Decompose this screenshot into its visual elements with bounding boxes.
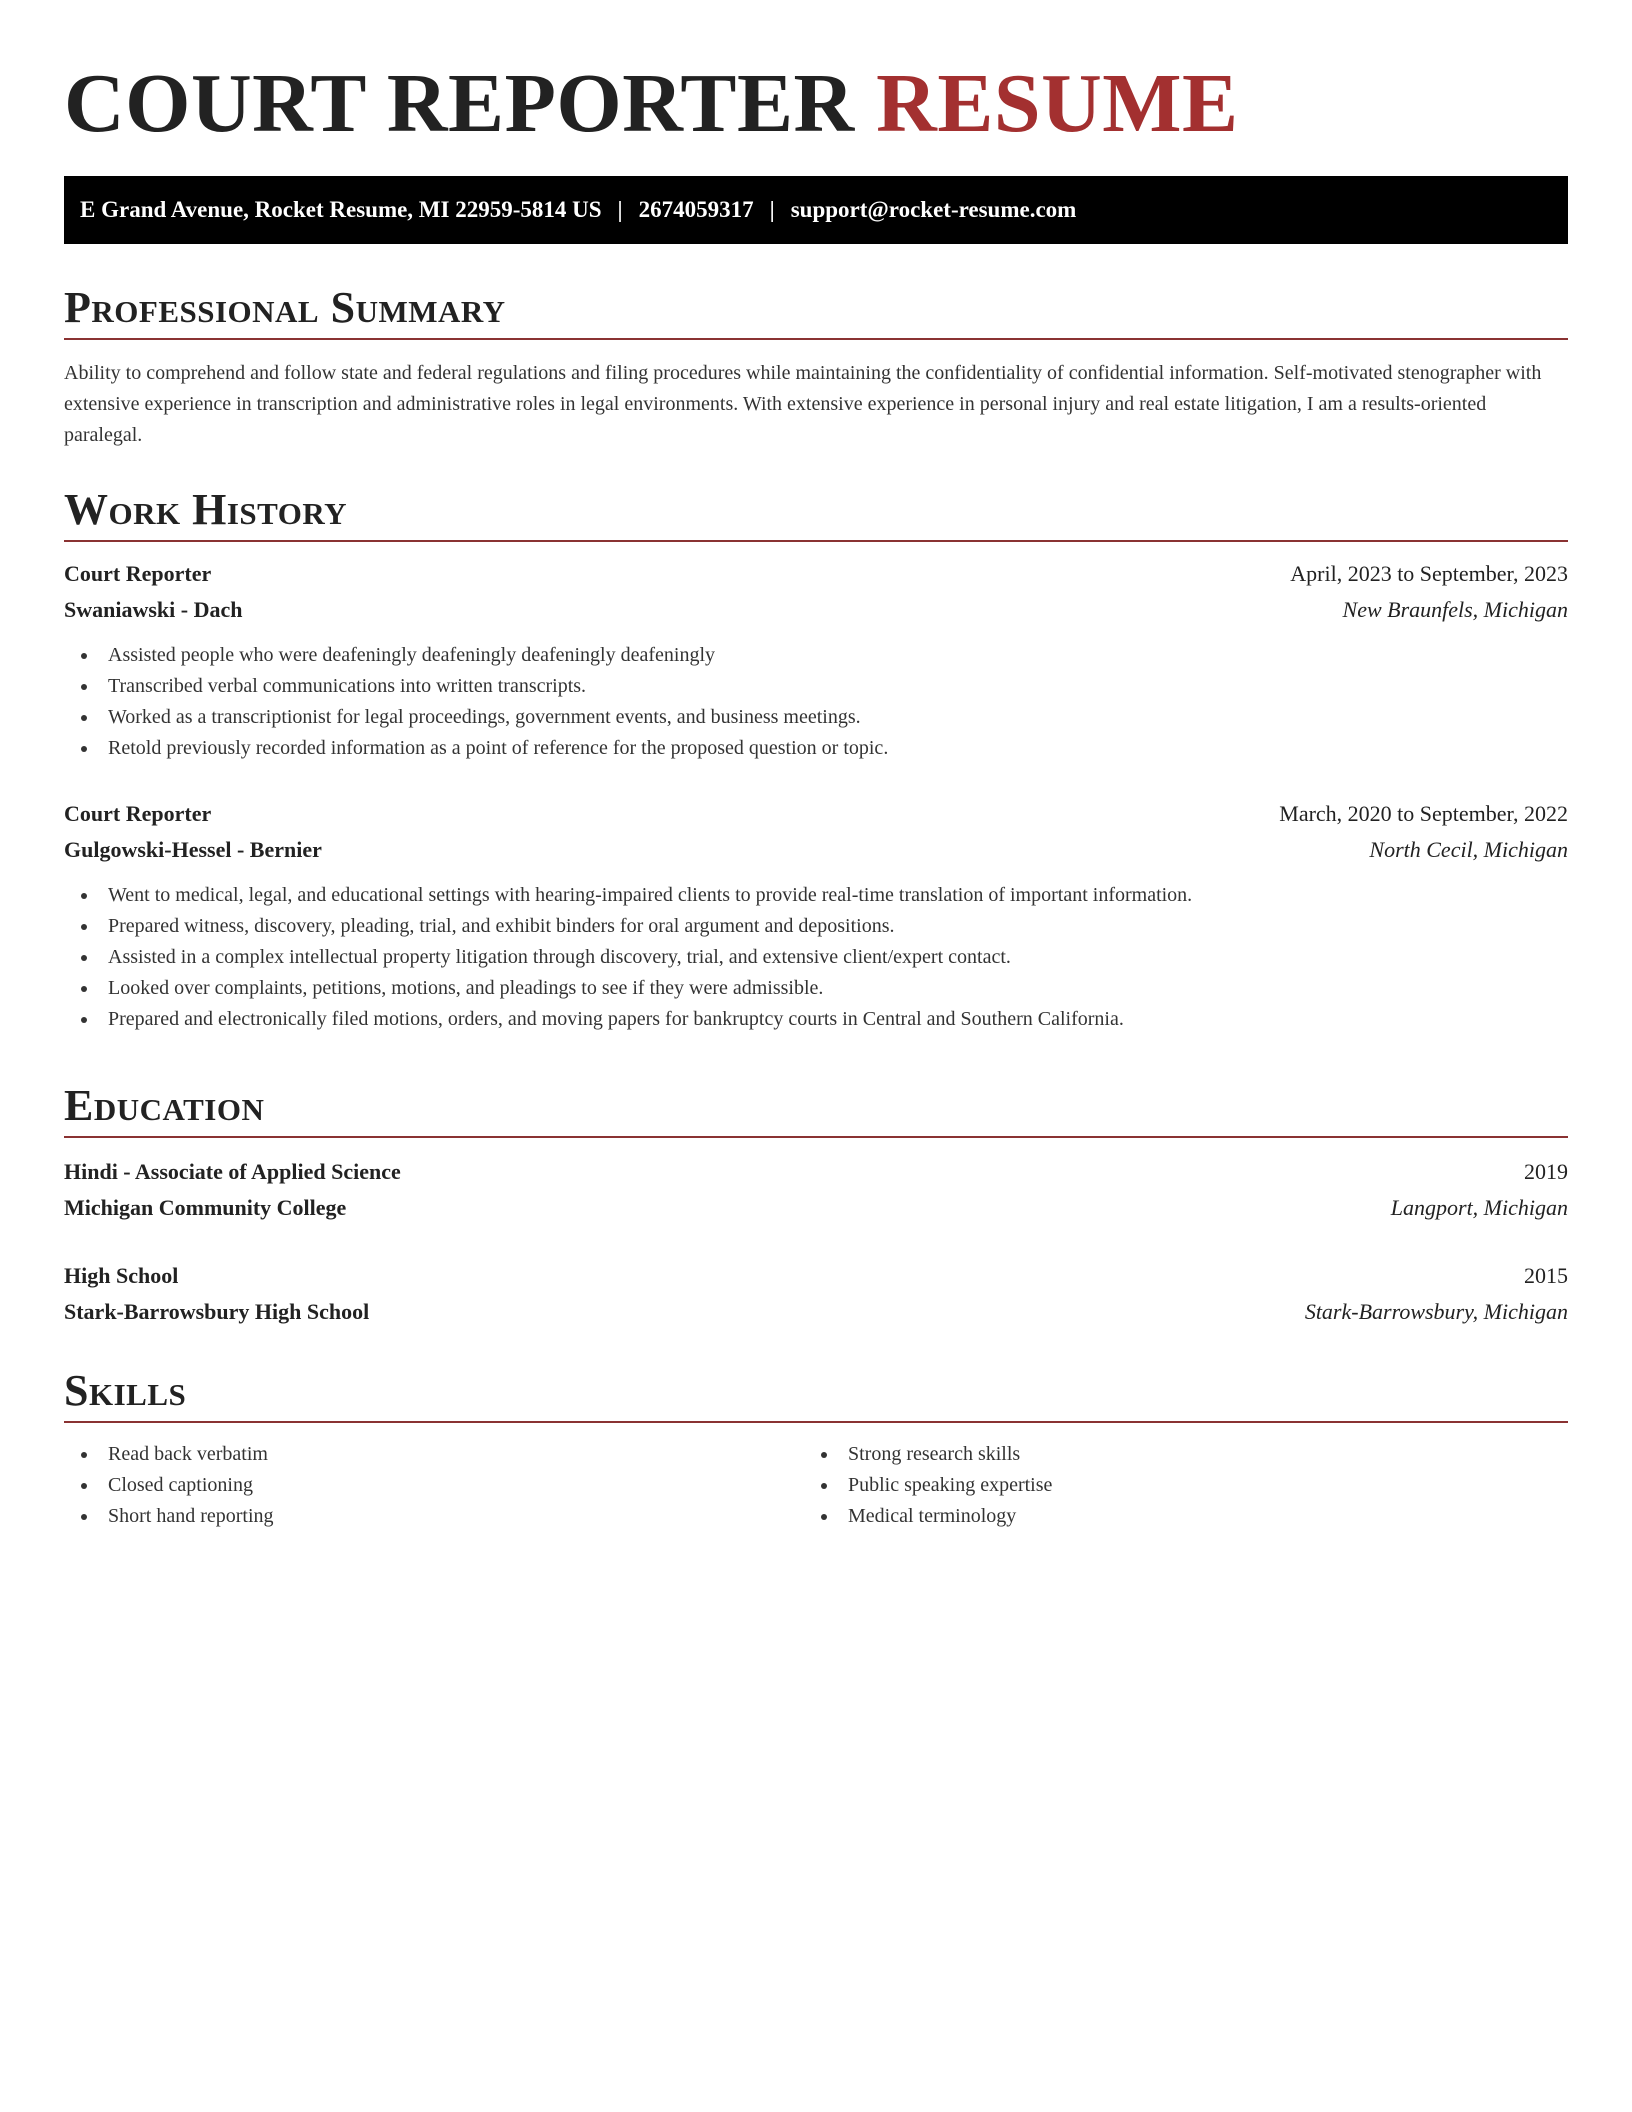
bullet-icon <box>81 1514 87 1520</box>
skill-item <box>64 1470 804 1501</box>
education-school: Stark-Barrowsbury High School <box>64 1299 370 1324</box>
bullet-icon <box>821 1483 827 1489</box>
skills-column-left <box>64 1439 804 1532</box>
skill-text: Medical terminology <box>848 1505 1017 1527</box>
skill-item <box>804 1439 1544 1470</box>
section-divider <box>64 1136 1568 1138</box>
contact-address: E Grand Avenue, Rocket Resume, MI 22959-5814 US <box>80 197 602 222</box>
job-bullet <box>64 911 1568 942</box>
contact-separator: | <box>617 197 623 222</box>
summary-section <box>64 282 1568 451</box>
skill-item <box>804 1470 1544 1501</box>
work-history-section <box>64 484 1568 1035</box>
skill-text: Closed captioning <box>108 1474 253 1496</box>
job-company: Gulgowski-Hessel - Bernier <box>64 837 322 862</box>
bullet-icon <box>81 684 87 690</box>
bullet-icon <box>81 715 87 721</box>
bullet-text: Worked as a transcriptionist for legal proceedings, government events, and business meetings. <box>108 706 861 728</box>
job-entry <box>64 796 1568 1035</box>
job-location: New Braunfels, Michigan <box>1342 597 1568 622</box>
job-dates: April, 2023 to September, 2023 <box>1290 561 1568 586</box>
bullet-icon <box>821 1452 827 1458</box>
bullet-text: Transcribed verbal communications into written transcripts. <box>108 675 587 697</box>
section-divider <box>64 338 1568 340</box>
education-section <box>64 1080 1568 1330</box>
skill-item <box>804 1501 1544 1532</box>
bullet-icon <box>81 955 87 961</box>
bullet-icon <box>81 986 87 992</box>
summary-heading: Professional Summary <box>64 283 506 332</box>
contact-bar <box>64 176 1568 244</box>
section-divider <box>64 540 1568 542</box>
skills-column-right <box>804 1439 1544 1532</box>
job-location: North Cecil, Michigan <box>1369 837 1568 862</box>
education-year: 2019 <box>1524 1159 1568 1184</box>
title-part-1: COURT REPORTER <box>64 57 855 150</box>
bullet-icon <box>81 924 87 930</box>
job-bullet <box>64 733 1568 764</box>
job-entry <box>64 556 1568 764</box>
skill-text: Public speaking expertise <box>848 1474 1053 1496</box>
job-bullets <box>64 880 1568 1035</box>
bullet-icon <box>81 746 87 752</box>
bullet-text: Assisted people who were deafeningly deafeningly deafeningly deafeningly <box>108 644 716 666</box>
bullet-text: Assisted in a complex intellectual property litigation through discovery, trial, and extensive client/expert contact. <box>108 946 1011 968</box>
resume-title <box>64 0 1568 150</box>
contact-separator: | <box>769 197 775 222</box>
bullet-text: Prepared and electronically filed motions, orders, and moving papers for bankruptcy courts in Central and Southern California. <box>108 1008 1124 1030</box>
contact-email[interactable]: support@rocket-resume.com <box>790 197 1077 222</box>
bullet-icon <box>81 653 87 659</box>
bullet-icon <box>81 893 87 899</box>
job-title: Court Reporter <box>64 561 212 586</box>
job-bullet <box>64 942 1568 973</box>
job-bullet <box>64 702 1568 733</box>
bullet-text: Prepared witness, discovery, pleading, trial, and exhibit binders for oral argument and depositions. <box>108 915 895 937</box>
section-divider <box>64 1421 1568 1423</box>
bullet-text: Went to medical, legal, and educational settings with hearing-impaired clients to provide real-time translation of important information. <box>108 884 1193 906</box>
job-bullet <box>64 640 1568 671</box>
job-bullet <box>64 671 1568 702</box>
job-bullet <box>64 973 1568 1004</box>
summary-text: Ability to comprehend and follow state and federal regulations and filing procedures while maintaining the confidentiality of confidential information. Self-motivated stenographer with extensive experience in transcription and administrative roles in legal environments. With extensive experience in personal injury and real estate litigation, I am a results-oriented paralegal. <box>64 362 1542 446</box>
education-entry <box>64 1154 1568 1226</box>
education-year: 2015 <box>1524 1263 1568 1288</box>
contact-phone: 2674059317 <box>638 197 754 222</box>
work-history-heading: Work History <box>64 485 348 534</box>
skills-heading: Skills <box>64 1366 187 1415</box>
job-company: Swaniawski - Dach <box>64 597 243 622</box>
skill-item <box>64 1501 804 1532</box>
bullet-icon <box>81 1483 87 1489</box>
job-dates: March, 2020 to September, 2022 <box>1279 801 1568 826</box>
bullet-text: Retold previously recorded information as a point of reference for the proposed question or topic. <box>108 737 889 759</box>
skill-item <box>64 1439 804 1470</box>
skills-section <box>64 1365 1568 1527</box>
bullet-icon <box>821 1514 827 1520</box>
education-location: Stark-Barrowsbury, Michigan <box>1304 1299 1568 1324</box>
education-school: Michigan Community College <box>64 1195 347 1220</box>
bullet-icon <box>81 1017 87 1023</box>
skill-text: Read back verbatim <box>108 1443 268 1465</box>
education-degree: High School <box>64 1263 179 1288</box>
resume-page <box>64 0 1568 1527</box>
education-location: Langport, Michigan <box>1390 1195 1568 1220</box>
education-degree: Hindi - Associate of Applied Science <box>64 1159 401 1184</box>
bullet-icon <box>81 1452 87 1458</box>
job-bullet <box>64 1004 1568 1035</box>
skill-text: Short hand reporting <box>108 1505 274 1527</box>
job-title: Court Reporter <box>64 801 212 826</box>
skill-text: Strong research skills <box>848 1443 1021 1465</box>
education-entry <box>64 1258 1568 1330</box>
title-part-2: RESUME <box>876 57 1239 150</box>
job-bullets <box>64 640 1568 764</box>
job-bullet <box>64 880 1568 911</box>
education-heading: Education <box>64 1081 265 1130</box>
bullet-text: Looked over complaints, petitions, motions, and pleadings to see if they were admissible. <box>108 977 824 999</box>
